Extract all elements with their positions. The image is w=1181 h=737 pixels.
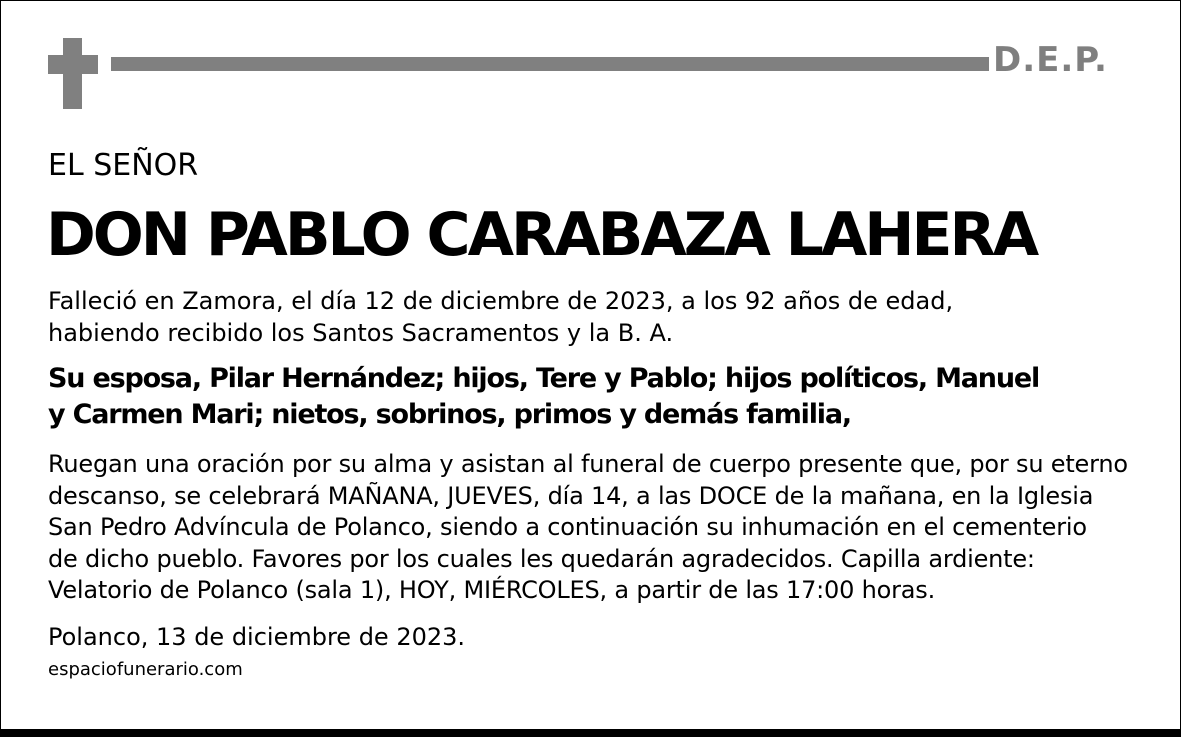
family-list	[48, 361, 1039, 433]
bottom-border	[0, 729, 1181, 737]
family-line: y Carmen Mari; nietos, sobrinos, primos y demás familia,	[48, 399, 851, 430]
honorific-title: EL SEÑOR	[48, 148, 199, 183]
death-notice-line: habiendo recibido los Santos Sacramentos y la B. A.	[48, 319, 674, 347]
deceased-name: DON PABLO CARABAZA LAHERA	[46, 200, 1037, 270]
header-rule	[111, 57, 989, 71]
dep-mark: D.E.P.	[993, 40, 1108, 80]
death-notice-line: Falleció en Zamora, el día 12 de diciembre de 2023, a los 92 años de edad,	[48, 287, 954, 315]
funeral-line: Velatorio de Polanco (sala 1), HOY, MIÉRCOLES, a partir de las 17:00 horas.	[48, 576, 936, 604]
funeral-details	[48, 449, 1128, 607]
cross-horizontal-bar	[48, 55, 98, 74]
website-link[interactable]: espaciofunerario.com	[48, 659, 243, 680]
funeral-line: descanso, se celebrará MAÑANA, JUEVES, día 14, a las DOCE de la mañana, en la Iglesia	[48, 481, 1094, 510]
funeral-line: Ruegan una oración por su alma y asistan al funeral de cuerpo presente que, por su eterno	[48, 450, 1128, 478]
funeral-line: San Pedro Advíncula de Polanco, siendo a continuación su inhumación en el cementerio	[48, 513, 1087, 541]
funeral-line: de dicho pueblo. Favores por los cuales les quedarán agradecidos. Capilla ardiente:	[48, 544, 1035, 573]
death-notice	[48, 285, 953, 349]
family-line: Su esposa, Pilar Hernández; hijos, Tere y Pablo; hijos políticos, Manuel	[48, 363, 1040, 394]
place-date: Polanco, 13 de diciembre de 2023.	[48, 623, 466, 651]
